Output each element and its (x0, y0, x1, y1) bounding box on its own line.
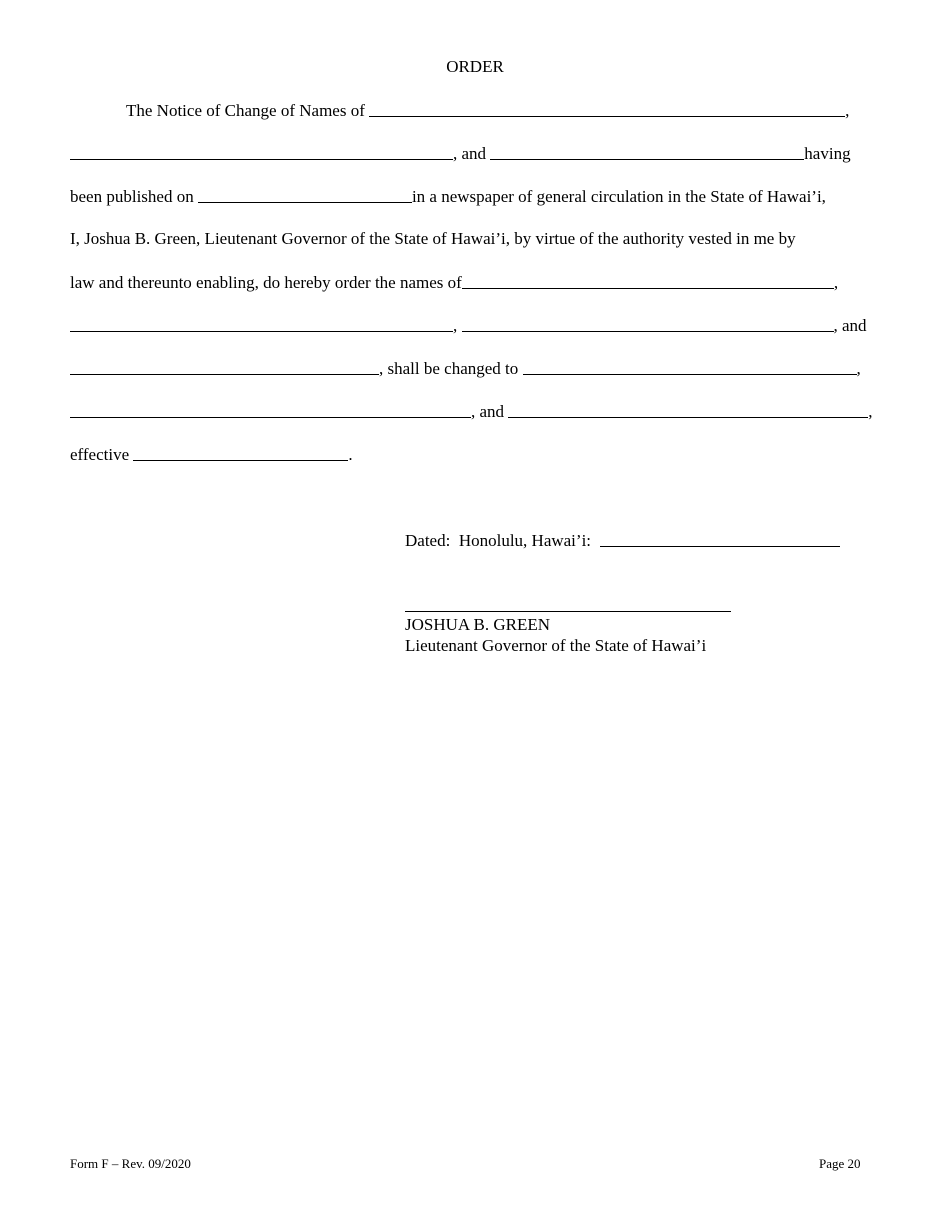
body-line-9 (70, 444, 353, 465)
body-line-6 (70, 315, 867, 336)
body-text: , and (833, 316, 867, 335)
dated-line (405, 530, 840, 551)
body-text: , and (453, 144, 487, 163)
body-text: , (856, 359, 861, 378)
body-text: effective (70, 445, 130, 464)
body-text: , shall be changed to (379, 359, 519, 378)
body-text: , (845, 101, 850, 120)
old-name-blank-2[interactable] (70, 316, 453, 332)
body-line-1 (126, 100, 849, 121)
body-text: in a newspaper of general circulation in the State of Hawai’i, (411, 187, 826, 206)
body-line-8 (70, 401, 873, 422)
signatory-title: Lieutenant Governor of the State of Hawai’i (405, 636, 707, 655)
body-text: The Notice of Change of Names of (126, 101, 365, 120)
body-text: . (348, 445, 353, 464)
dated-blank[interactable] (600, 531, 840, 547)
body-line-3 (70, 186, 826, 207)
body-text: , and (471, 402, 505, 421)
body-line-2 (70, 143, 851, 164)
form-revision: Form F – Rev. 09/2020 (70, 1156, 191, 1171)
name-blank-2[interactable] (70, 144, 453, 160)
body-text: been published on (70, 187, 194, 206)
signature-line[interactable] (405, 595, 731, 616)
signature-blank[interactable] (405, 596, 731, 612)
body-text: , (868, 402, 873, 421)
body-line-5 (70, 272, 838, 293)
name-blank-3[interactable] (490, 144, 804, 160)
body-text: , (453, 316, 458, 335)
effective-date-blank[interactable] (133, 445, 348, 461)
name-blank-1[interactable] (369, 101, 845, 117)
body-text: law and thereunto enabling, do hereby order the names of (70, 273, 462, 292)
page-number: Page 20 (819, 1156, 861, 1171)
body-line-4: I, Joshua B. Green, Lieutenant Governor of the State of Hawai’i, by virtue of the authority vested in me by (70, 229, 796, 248)
new-name-blank-3[interactable] (508, 402, 868, 418)
new-name-blank-1[interactable] (523, 359, 857, 375)
body-text: , (833, 273, 839, 292)
old-name-blank-4[interactable] (70, 359, 379, 375)
dated-label: Dated: Honolulu, Hawai’i: (405, 531, 592, 550)
body-line-7 (70, 358, 861, 379)
publication-date-blank[interactable] (198, 187, 412, 203)
signatory-name: JOSHUA B. GREEN (405, 615, 550, 634)
page-title: ORDER (446, 57, 504, 76)
body-text: having (804, 144, 851, 163)
old-name-blank-1[interactable] (462, 273, 834, 289)
old-name-blank-3[interactable] (462, 316, 834, 332)
new-name-blank-2[interactable] (70, 402, 471, 418)
